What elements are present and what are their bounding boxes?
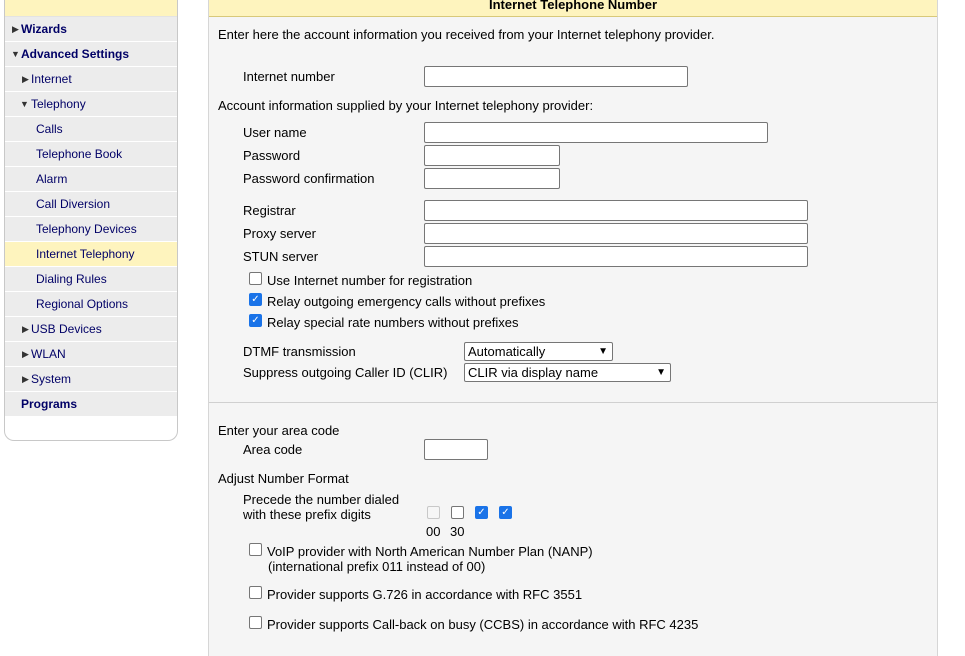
- sidebar-item-programs[interactable]: [5, 392, 177, 416]
- relay-emergency-label: Relay outgoing emergency calls without prefixes: [267, 294, 546, 309]
- sidebar-item-telephone-book[interactable]: [5, 142, 177, 166]
- sidebar-item-dialing-rules[interactable]: [5, 267, 177, 291]
- clir-label: Suppress outgoing Caller ID (CLIR): [243, 365, 448, 380]
- nanp-label-line2: (international prefix 011 instead of 00): [268, 559, 486, 574]
- area-code-input[interactable]: [424, 439, 488, 460]
- stun-server-input[interactable]: [424, 246, 808, 267]
- sidebar-item-system[interactable]: [5, 367, 177, 391]
- sidebar-item-label: Call Diversion: [36, 197, 111, 211]
- use-internet-number-checkbox[interactable]: [249, 272, 262, 285]
- use-internet-number-label: Use Internet number for registration: [267, 273, 473, 288]
- sidebar-item-call-diversion[interactable]: [5, 192, 177, 216]
- sidebar-item-calls[interactable]: [5, 117, 177, 141]
- nanp-label-line1: VoIP provider with North American Number Plan (NANP): [267, 544, 593, 559]
- relay-special-rate-label: Relay special rate numbers without prefixes: [267, 315, 519, 330]
- intro-text: Enter here the account information you received from your Internet telephony provider.: [218, 27, 715, 42]
- sidebar-item-usb-devices[interactable]: [5, 317, 177, 341]
- clir-selected-value: CLIR via display name: [468, 365, 599, 380]
- sidebar-item-label: Wizards: [21, 22, 67, 36]
- sidebar-item-telephony[interactable]: [5, 92, 177, 116]
- clir-select[interactable]: [464, 363, 671, 382]
- dtmf-selected-value: Automatically: [468, 344, 546, 359]
- registrar-input[interactable]: [424, 200, 808, 221]
- sidebar-item-advanced-settings[interactable]: [5, 42, 177, 66]
- registrar-label: Registrar: [243, 203, 296, 218]
- number-format-heading: Adjust Number Format: [218, 471, 349, 486]
- sidebar-item-label: Regional Options: [36, 297, 129, 311]
- page-title: Internet Telephone Number: [209, 0, 937, 17]
- triangle-down-icon: ▼: [11, 49, 20, 59]
- area-code-label: Area code: [243, 442, 303, 457]
- dtmf-select[interactable]: [464, 342, 613, 361]
- proxy-server-label: Proxy server: [243, 226, 316, 241]
- main-panel: [208, 0, 938, 656]
- proxy-server-input[interactable]: [424, 223, 808, 244]
- sidebar-item-telephony-devices[interactable]: [5, 217, 177, 241]
- sidebar-item-wlan[interactable]: [5, 342, 177, 366]
- sidebar-item-alarm[interactable]: [5, 167, 177, 191]
- relay-special-rate-checkbox[interactable]: [249, 314, 262, 327]
- user-name-label: User name: [243, 125, 307, 140]
- g726-label: Provider supports G.726 in accordance with RFC 3551: [267, 587, 583, 602]
- sidebar-item-label: Dialing Rules: [36, 272, 107, 286]
- relay-emergency-checkbox[interactable]: [249, 293, 262, 306]
- password-input[interactable]: [424, 145, 560, 166]
- user-name-input[interactable]: [424, 122, 768, 143]
- sidebar-item-label: Alarm: [36, 172, 68, 186]
- triangle-right-icon: ▶: [22, 74, 29, 84]
- sidebar-item-label: Telephony: [31, 97, 86, 111]
- section-divider: [209, 402, 937, 403]
- internet-number-label: Internet number: [243, 69, 335, 84]
- sidebar-item-label: Calls: [36, 122, 63, 136]
- sidebar-item-label: Internet Telephony: [36, 247, 135, 261]
- triangle-right-icon: ▶: [22, 374, 29, 384]
- password-label: Password: [243, 148, 301, 163]
- precede-label-line1: Precede the number dialed: [243, 492, 400, 507]
- triangle-right-icon: ▶: [22, 349, 29, 359]
- prefix-checkbox-1[interactable]: [427, 506, 440, 519]
- sidebar-item-internet-telephony[interactable]: [5, 242, 177, 266]
- sidebar-item-regional-options[interactable]: [5, 292, 177, 316]
- internet-number-input[interactable]: [424, 66, 688, 87]
- area-code-heading: Enter your area code: [218, 423, 340, 438]
- sidebar-item-label: Telephony Devices: [36, 222, 137, 236]
- nanp-checkbox[interactable]: [249, 543, 262, 556]
- chevron-down-icon: ▼: [656, 367, 666, 378]
- sidebar-item-label: USB Devices: [31, 322, 102, 336]
- stun-server-label: STUN server: [243, 249, 319, 264]
- prefix-00-label: 00: [426, 524, 441, 539]
- prefix-checkbox-3[interactable]: [475, 506, 488, 519]
- triangle-right-icon: ▶: [12, 24, 19, 34]
- ccbs-label: Provider supports Call-back on busy (CCBS) in accordance with RFC 4235: [267, 617, 699, 632]
- prefix-30-label: 30: [450, 524, 465, 539]
- sidebar-item-internet[interactable]: [5, 67, 177, 91]
- password-confirmation-input[interactable]: [424, 168, 560, 189]
- sidebar-header: [5, 0, 177, 17]
- sidebar-item-label: Programs: [21, 397, 78, 411]
- sidebar-item-label: Advanced Settings: [21, 47, 130, 61]
- account-info-heading: Account information supplied by your Internet telephony provider:: [218, 98, 594, 113]
- sidebar-nav: [4, 0, 178, 441]
- password-confirmation-label: Password confirmation: [243, 171, 375, 186]
- sidebar-item-label: WLAN: [31, 347, 66, 361]
- prefix-checkbox-2[interactable]: [451, 506, 464, 519]
- sidebar-item-wizards[interactable]: [5, 17, 177, 41]
- precede-label-line2: with these prefix digits: [243, 507, 371, 522]
- dtmf-label: DTMF transmission: [243, 344, 356, 359]
- triangle-right-icon: ▶: [22, 324, 29, 334]
- chevron-down-icon: ▼: [598, 346, 608, 357]
- ccbs-checkbox[interactable]: [249, 616, 262, 629]
- prefix-checkbox-4[interactable]: [499, 506, 512, 519]
- sidebar-item-label: System: [31, 372, 72, 386]
- g726-checkbox[interactable]: [249, 586, 262, 599]
- sidebar-item-label: Telephone Book: [36, 147, 123, 161]
- sidebar-item-label: Internet: [31, 72, 72, 86]
- triangle-down-icon: ▼: [20, 99, 29, 109]
